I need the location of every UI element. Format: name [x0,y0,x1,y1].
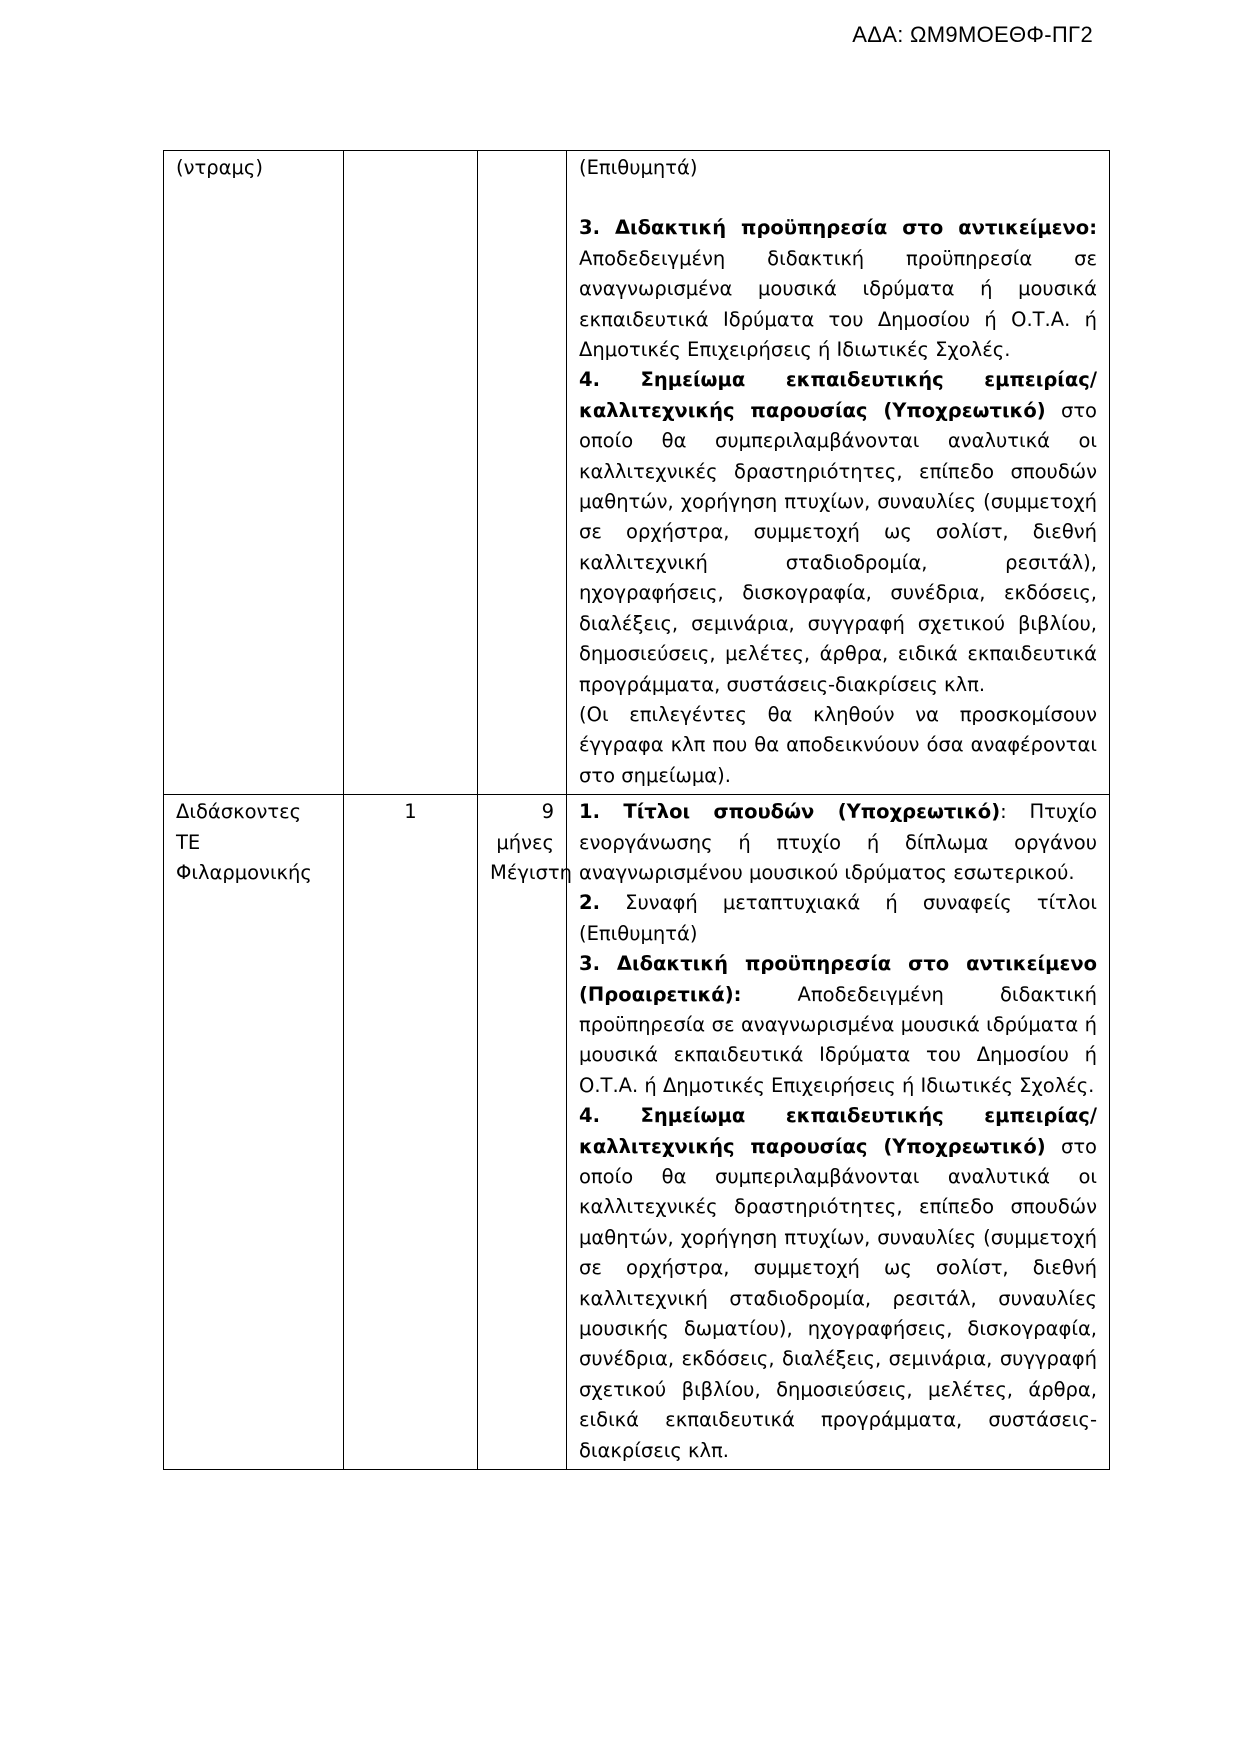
qualification-item-3 [579,949,1097,1101]
qualification-heading: 4. Σημείωμα εκπαιδευτικής εμπειρίας/ καλλιτεχνικής παρουσίας (Υποχρεωτικό) [579,1104,1097,1158]
qualification-text: στο οποίο θα συμπεριλαμβάνονται αναλυτικά οι καλλιτεχνικές δραστηριότητες, επίπεδο σπουδών μαθητών, χορήγηση πτυχίων, συναυλίες (συμμετοχή σε ορχήστρα, συμμετοχή ως σολίστ, διεθνή καλλιτεχνική σταδιοδρομία, ρεσιτάλ, συναυλίες μουσικής δωματίου), ηχογραφήσεις, δισκογραφία, συνέδρια, εκδόσεις, διαλέξεις, σεμινάρια, συγγραφή σχετικού βιβλίου, δημοσιεύσεις, μελέτες, άρθρα, ειδικά εκπαιδευτικά προγράμματα, συστάσεις-διακρίσεις κλπ. [579,1134,1097,1462]
duration-line: Μέγιστη [490,860,572,884]
qualification-heading: 3. Διδακτική προϋπηρεσία στο αντικείμενο (Προαιρετικά): [579,952,1097,1006]
table-row [164,795,1110,1470]
ada-code: ΑΔΑ: ΩΜ9ΜΟΕΘΦ-ΠΓ2 [852,22,1093,47]
qualification-heading: 2. [579,891,600,915]
position-title-cell [164,795,344,1470]
qualification-item-1 [579,797,1097,888]
qualification-text: Αποδεδειγμένη διδακτική προϋπηρεσία σε αναγνωρισμένα μουσικά ιδρύματα ή μουσικά εκπαιδευτικά Ιδρύματα του Δημοσίου ή Ο.Τ.Α. ή Δημοτικές Επιχειρήσεις ή Ιδιωτικές Σχολές. [579,982,1097,1097]
qualifications-cell [567,151,1110,795]
qualification-text: (Επιθυμητά) [579,156,698,179]
qualification-text: στο οποίο θα συμπεριλαμβάνονται αναλυτικά οι καλλιτεχνικές δραστηριότητες, επίπεδο σπουδών μαθητών, χορήγηση πτυχίων, συναυλίες (συμμετοχή σε ορχήστρα, συμμετοχή ως σολίστ, διεθνή καλλιτεχνική σταδιοδρομία, ρεσιτάλ), ηχογραφήσεις, δισκογραφία, συνέδρια, εκδόσεις, διαλέξεις, σεμινάρια, συγγραφή σχετικού βιβλίου, δημοσιεύσεις, μελέτες, άρθρα, ειδικά εκπαιδευτικά προγράμματα, συστάσεις-διακρίσεις κλπ. [579,398,1097,696]
qualification-item-3 [579,213,1097,365]
qualification-item-4 [579,365,1097,699]
position-title-line: ΤΕ [176,830,201,854]
qualifications-cell [567,795,1110,1470]
position-count: 1 [404,800,417,824]
count-cell [344,795,478,1470]
qualification-text: Αποδεδειγμένη διδακτική προϋπηρεσία σε αναγνωρισμένα μουσικά ιδρύματα ή μουσικά εκπαιδευτικά Ιδρύματα του Δημοσίου ή Ο.Τ.Α. ή Δημοτικές Επιχειρήσεις ή Ιδιωτικές Σχολές. [579,246,1097,362]
qualification-heading: 3. Διδακτική προϋπηρεσία στο αντικείμενο: [579,216,1097,240]
position-title: (ντραμς) [176,156,263,179]
count-cell [344,151,478,795]
positions-table [163,150,1110,1470]
position-title-line: Φιλαρμονικής [176,860,312,884]
paragraph-gap [579,183,1097,213]
qualification-text: : Πτυχίο ενοργάνωσης ή πτυχίο ή δίπλωμα οργάνου αναγνωρισμένου μουσικού ιδρύματος εσωτερικού. [579,800,1098,884]
qualification-note: (Οι επιλεγέντες θα κληθούν να προσκομίσουν έγγραφα κλπ που θα αποδεικνύουν όσα αναφέρονται στο σημείωμα). [579,702,1097,787]
duration-line: 9 μήνες [496,800,554,854]
duration-cell [478,795,572,1470]
position-title-cell [164,151,344,795]
table-row [164,151,1110,795]
duration-cell [478,151,567,795]
qualification-item-2 [579,888,1097,949]
qualification-heading: 1. Τίτλοι σπουδών (Υποχρεωτικό) [579,800,1001,824]
position-title-line: Διδάσκοντες [176,800,302,824]
qualification-item-4 [579,1101,1097,1466]
qualification-text: Συναφή μεταπτυχιακά ή συναφείς τίτλοι (Επιθυμητά) [579,891,1097,945]
qualification-heading: 4. Σημείωμα εκπαιδευτικής εμπειρίας/ καλλιτεχνικής παρουσίας (Υποχρεωτικό) [579,368,1097,422]
